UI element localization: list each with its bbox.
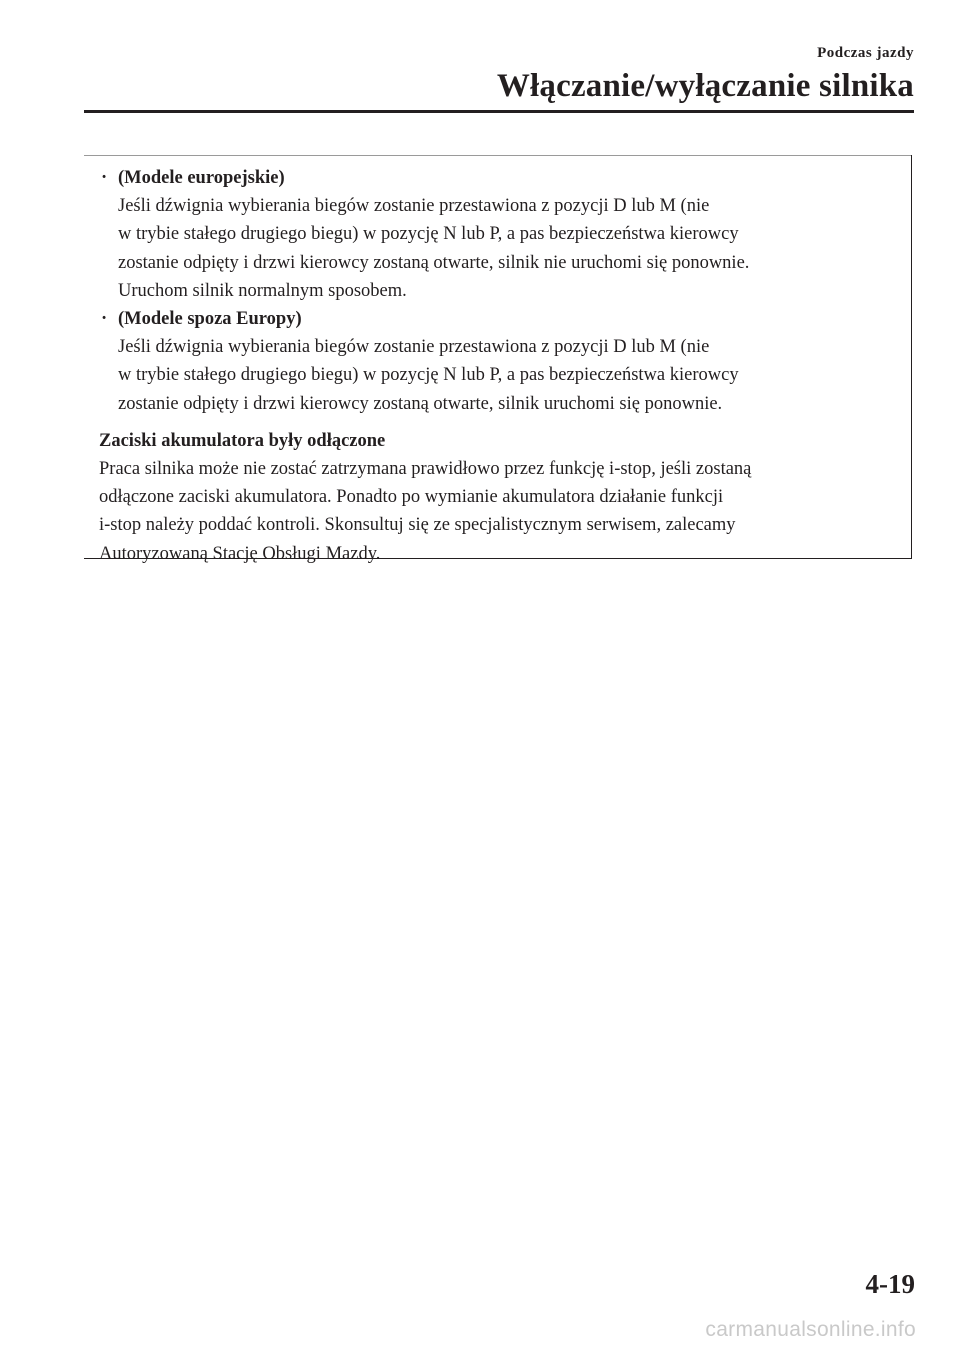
- bullet-text-line: Jeśli dźwignia wybierania biegów zostanie przestawiona z pozycji D lub M (nie: [118, 337, 710, 358]
- bullet-item-non-european-models: [99, 305, 897, 418]
- paragraph-line: Autoryzowaną Stację Obsługi Mazdy.: [99, 543, 381, 564]
- info-box: [84, 155, 912, 564]
- header-rule: [84, 110, 914, 113]
- bullet-text-line: zostanie odpięty i drzwi kierowcy zostaną otwarte, silnik uruchomi się ponownie.: [118, 393, 723, 414]
- paragraph-line: Praca silnika może nie zostać zatrzymana prawidłowo przez funkcję i-stop, jeśli zostaną: [99, 459, 752, 480]
- bullet-text-line: Jeśli dźwignia wybierania biegów zostanie przestawiona z pozycji D lub M (nie: [118, 196, 710, 217]
- bullet-title: (Modele spoza Europy): [118, 309, 302, 330]
- bullet-text-line: w trybie stałego drugiego biegu) w pozycję N lub P, a pas bezpieczeństwa kierowcy: [118, 365, 739, 386]
- battery-terminals-paragraph: [99, 455, 897, 568]
- bullet-text-line: zostanie odpięty i drzwi kierowcy zostaną otwarte, silnik nie uruchomi się ponownie.: [118, 252, 750, 273]
- info-box-content: [99, 164, 897, 568]
- bullet-text-line: Uruchom silnik normalnym sposobem.: [118, 280, 407, 301]
- bullet-item-european-models: [99, 164, 897, 305]
- page-heading: Włączanie/wyłączanie silnika: [496, 68, 914, 104]
- battery-terminals-heading: Zaciski akumulatora były odłączone: [99, 430, 386, 451]
- page-number: 4-19: [865, 1269, 915, 1299]
- bullet-text-line: w trybie stałego drugiego biegu) w pozycję N lub P, a pas bezpieczeństwa kierowcy: [118, 224, 739, 245]
- section-label: Podczas jazdy: [817, 45, 914, 61]
- watermark: carmanualsonline.info: [705, 1318, 916, 1341]
- page-header: [497, 44, 914, 106]
- bullet-marker: ·: [101, 168, 108, 188]
- bullet-marker: ·: [101, 309, 108, 330]
- paragraph-line: i-stop należy poddać kontroli. Skonsultuj się ze specjalistycznym serwisem, zalecamy: [99, 515, 736, 536]
- paragraph-line: odłączone zaciski akumulatora. Ponadto po wymianie akumulatora działanie funkcji: [99, 487, 724, 508]
- bullet-title: (Modele europejskie): [118, 168, 285, 188]
